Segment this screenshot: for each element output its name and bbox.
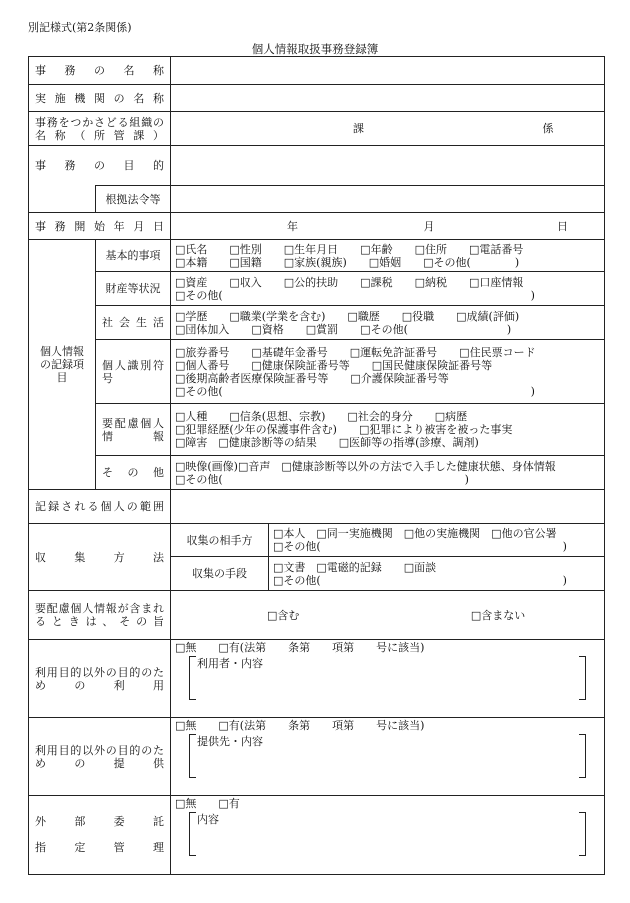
row-hairyo-fukumu <box>29 591 605 640</box>
field-konkyo[interactable] <box>171 186 605 213</box>
option-line[interactable]: □団体加入 □資格 □賞罰 □その他( ) <box>175 322 512 336</box>
option-line[interactable]: □旅券番号 □基礎年金番号 □運転免許証番号 □住民票コード <box>175 345 536 359</box>
label-kihon: 基本的事項 <box>96 240 171 272</box>
field-hani[interactable] <box>171 490 605 524</box>
itaku-bracket-label: 内容 <box>197 813 219 826</box>
label-hairyo-fukumu: 要配慮個人情報が含まれるときは、その旨 <box>29 591 171 640</box>
row-itaku <box>29 796 605 875</box>
option-line[interactable]: □その他( ) <box>175 288 535 302</box>
label-teikyo: 利用目的以外の目的のための提供 <box>29 718 171 796</box>
label-zaisan: 財産等状況 <box>96 272 171 306</box>
option-line[interactable]: □資産 □収入 □公的扶助 □課税 □納税 □口座情報 <box>175 275 524 289</box>
option-line[interactable]: □犯罪経歴(少年の保護事件含む) □犯罪により被害を被った事実 <box>175 423 513 436</box>
row-kihon <box>29 240 605 272</box>
itaku-check[interactable]: □無 □有 <box>175 797 240 810</box>
field-teikyo[interactable] <box>171 718 605 796</box>
row-shikibetsu <box>29 340 605 404</box>
row-kaishi <box>29 213 605 240</box>
options-shakai[interactable] <box>171 306 605 340</box>
label-kikan: 実施機関の名称 <box>29 85 171 112</box>
row-zaisan <box>29 272 605 306</box>
teikyo-bracket-label: 提供先・内容 <box>197 735 263 748</box>
options-hairyo[interactable] <box>171 404 605 456</box>
options-zaisan[interactable] <box>171 272 605 306</box>
options-shikibetsu[interactable] <box>171 340 605 404</box>
riyou-check[interactable]: □無 □有(法第 条第 項第 号に該当) <box>175 641 425 654</box>
nen-label: 年 <box>287 219 298 233</box>
option-line[interactable]: □氏名 □性別 □生年月日 □年齢 □住所 □電話番号 <box>175 242 524 256</box>
row-soshiki <box>29 112 605 146</box>
row-mokuteki <box>29 146 605 186</box>
field-mokuteki[interactable] <box>171 146 605 186</box>
option-line[interactable]: □その他( ) <box>273 573 567 587</box>
kakari-label: 係 <box>542 122 554 135</box>
field-hairyo-fukumu[interactable] <box>171 591 605 640</box>
option-line[interactable]: □映像(画像)□音声 □健康診断等以外の方法で入手した健康状態、身体情報 <box>175 459 556 473</box>
field-itaku[interactable] <box>171 796 605 875</box>
registration-table <box>28 56 605 875</box>
row-sonota <box>29 456 605 490</box>
option-line[interactable]: □その他( ) <box>175 384 535 398</box>
option-line[interactable]: □本人 □同一実施機関 □他の実施機関 □他の官公署 <box>273 527 557 540</box>
row-kikan <box>29 85 605 112</box>
label-kiroku-koumoku: 個人情報の記録項目 <box>29 240 96 490</box>
row-teikyo <box>29 718 605 796</box>
option-line[interactable]: □文書 □電磁的記録 □面談 <box>273 560 437 574</box>
teikyo-check[interactable]: □無 □有(法第 条第 項第 号に該当) <box>175 719 425 732</box>
option-line[interactable]: □その他( ) <box>273 540 567 553</box>
checkbox-fukumu[interactable]: □含む <box>267 608 300 622</box>
option-line[interactable]: □学歴 □職業(学業を含む) □職歴 □役職 □成績(評価) <box>175 309 520 323</box>
option-line[interactable]: □本籍 □国籍 □家族(親族) □婚姻 □その他( ) <box>175 255 520 269</box>
checkbox-fukumanai[interactable]: □含まない <box>470 608 526 622</box>
teikyo-bracket[interactable] <box>189 734 586 778</box>
field-kaishi[interactable] <box>171 213 605 240</box>
label-itaku-1: 外 部 委 託 <box>35 815 164 828</box>
options-aite[interactable] <box>269 524 605 557</box>
options-shudan[interactable] <box>269 557 605 591</box>
option-line[interactable]: □個人番号 □健康保険証番号等 □国民健康保険証番号等 <box>175 358 493 372</box>
options-sonota[interactable] <box>171 456 605 490</box>
label-shushu: 収 集 方 法 <box>29 524 171 591</box>
label-jimu-name: 事 務 の 名 称 <box>29 57 171 85</box>
label-itaku <box>29 796 171 875</box>
label-shakai: 社会生活 <box>96 306 171 340</box>
label-shudan: 収集の手段 <box>171 557 269 591</box>
field-riyou[interactable] <box>171 640 605 718</box>
page-title: 個人情報取扱事務登録簿 <box>251 42 379 56</box>
label-kaishi: 事務開始年月日 <box>29 213 171 240</box>
field-soshiki[interactable] <box>171 112 605 146</box>
field-kikan[interactable] <box>171 85 605 112</box>
option-line[interactable]: □障害 □健康診断等の結果 □医師等の指導(診療、調剤) <box>175 436 479 449</box>
label-konkyo: 根拠法令等 <box>96 186 171 213</box>
row-riyou <box>29 640 605 718</box>
tsuki-label: 月 <box>423 219 435 233</box>
hi-label: 日 <box>557 219 568 233</box>
field-jimu-name[interactable] <box>171 57 605 85</box>
label-riyou: 利用目的以外の目的のための利用 <box>29 640 171 718</box>
form-header: 別記様式(第2条関係) <box>28 21 132 34</box>
row-aite <box>29 524 605 557</box>
itaku-bracket[interactable] <box>189 812 586 856</box>
option-line[interactable]: □後期高齢者医療保険証番号等 □介護保険証番号等 <box>175 371 449 385</box>
label-aite: 収集の相手方 <box>171 524 269 557</box>
label-soshiki: 事務をつかさどる組織の名称（所管課） <box>29 112 171 146</box>
options-kihon[interactable] <box>171 240 605 272</box>
row-hairyo <box>29 404 605 456</box>
row-shakai <box>29 306 605 340</box>
row-konkyo <box>29 186 605 213</box>
option-line[interactable]: □その他( ) <box>175 472 469 486</box>
riyou-bracket[interactable] <box>189 656 586 700</box>
option-line[interactable]: □人種 □信条(思想、宗教) □社会的身分 □病歴 <box>175 410 468 423</box>
row-jimu-name <box>29 57 605 85</box>
ka-label: 課 <box>353 122 364 135</box>
label-shikibetsu: 個人識別符号 <box>96 340 171 404</box>
label-itaku-2: 指 定 管 理 <box>35 841 164 854</box>
riyou-bracket-label: 利用者・内容 <box>197 657 263 670</box>
label-mokuteki: 事 務 の 目 的 <box>29 146 171 186</box>
label-hairyo: 要配慮個人情報 <box>96 404 171 456</box>
label-sonota: そ の 他 <box>96 456 171 490</box>
row-hani <box>29 490 605 524</box>
label-hani: 記録される個人の範囲 <box>29 490 171 524</box>
